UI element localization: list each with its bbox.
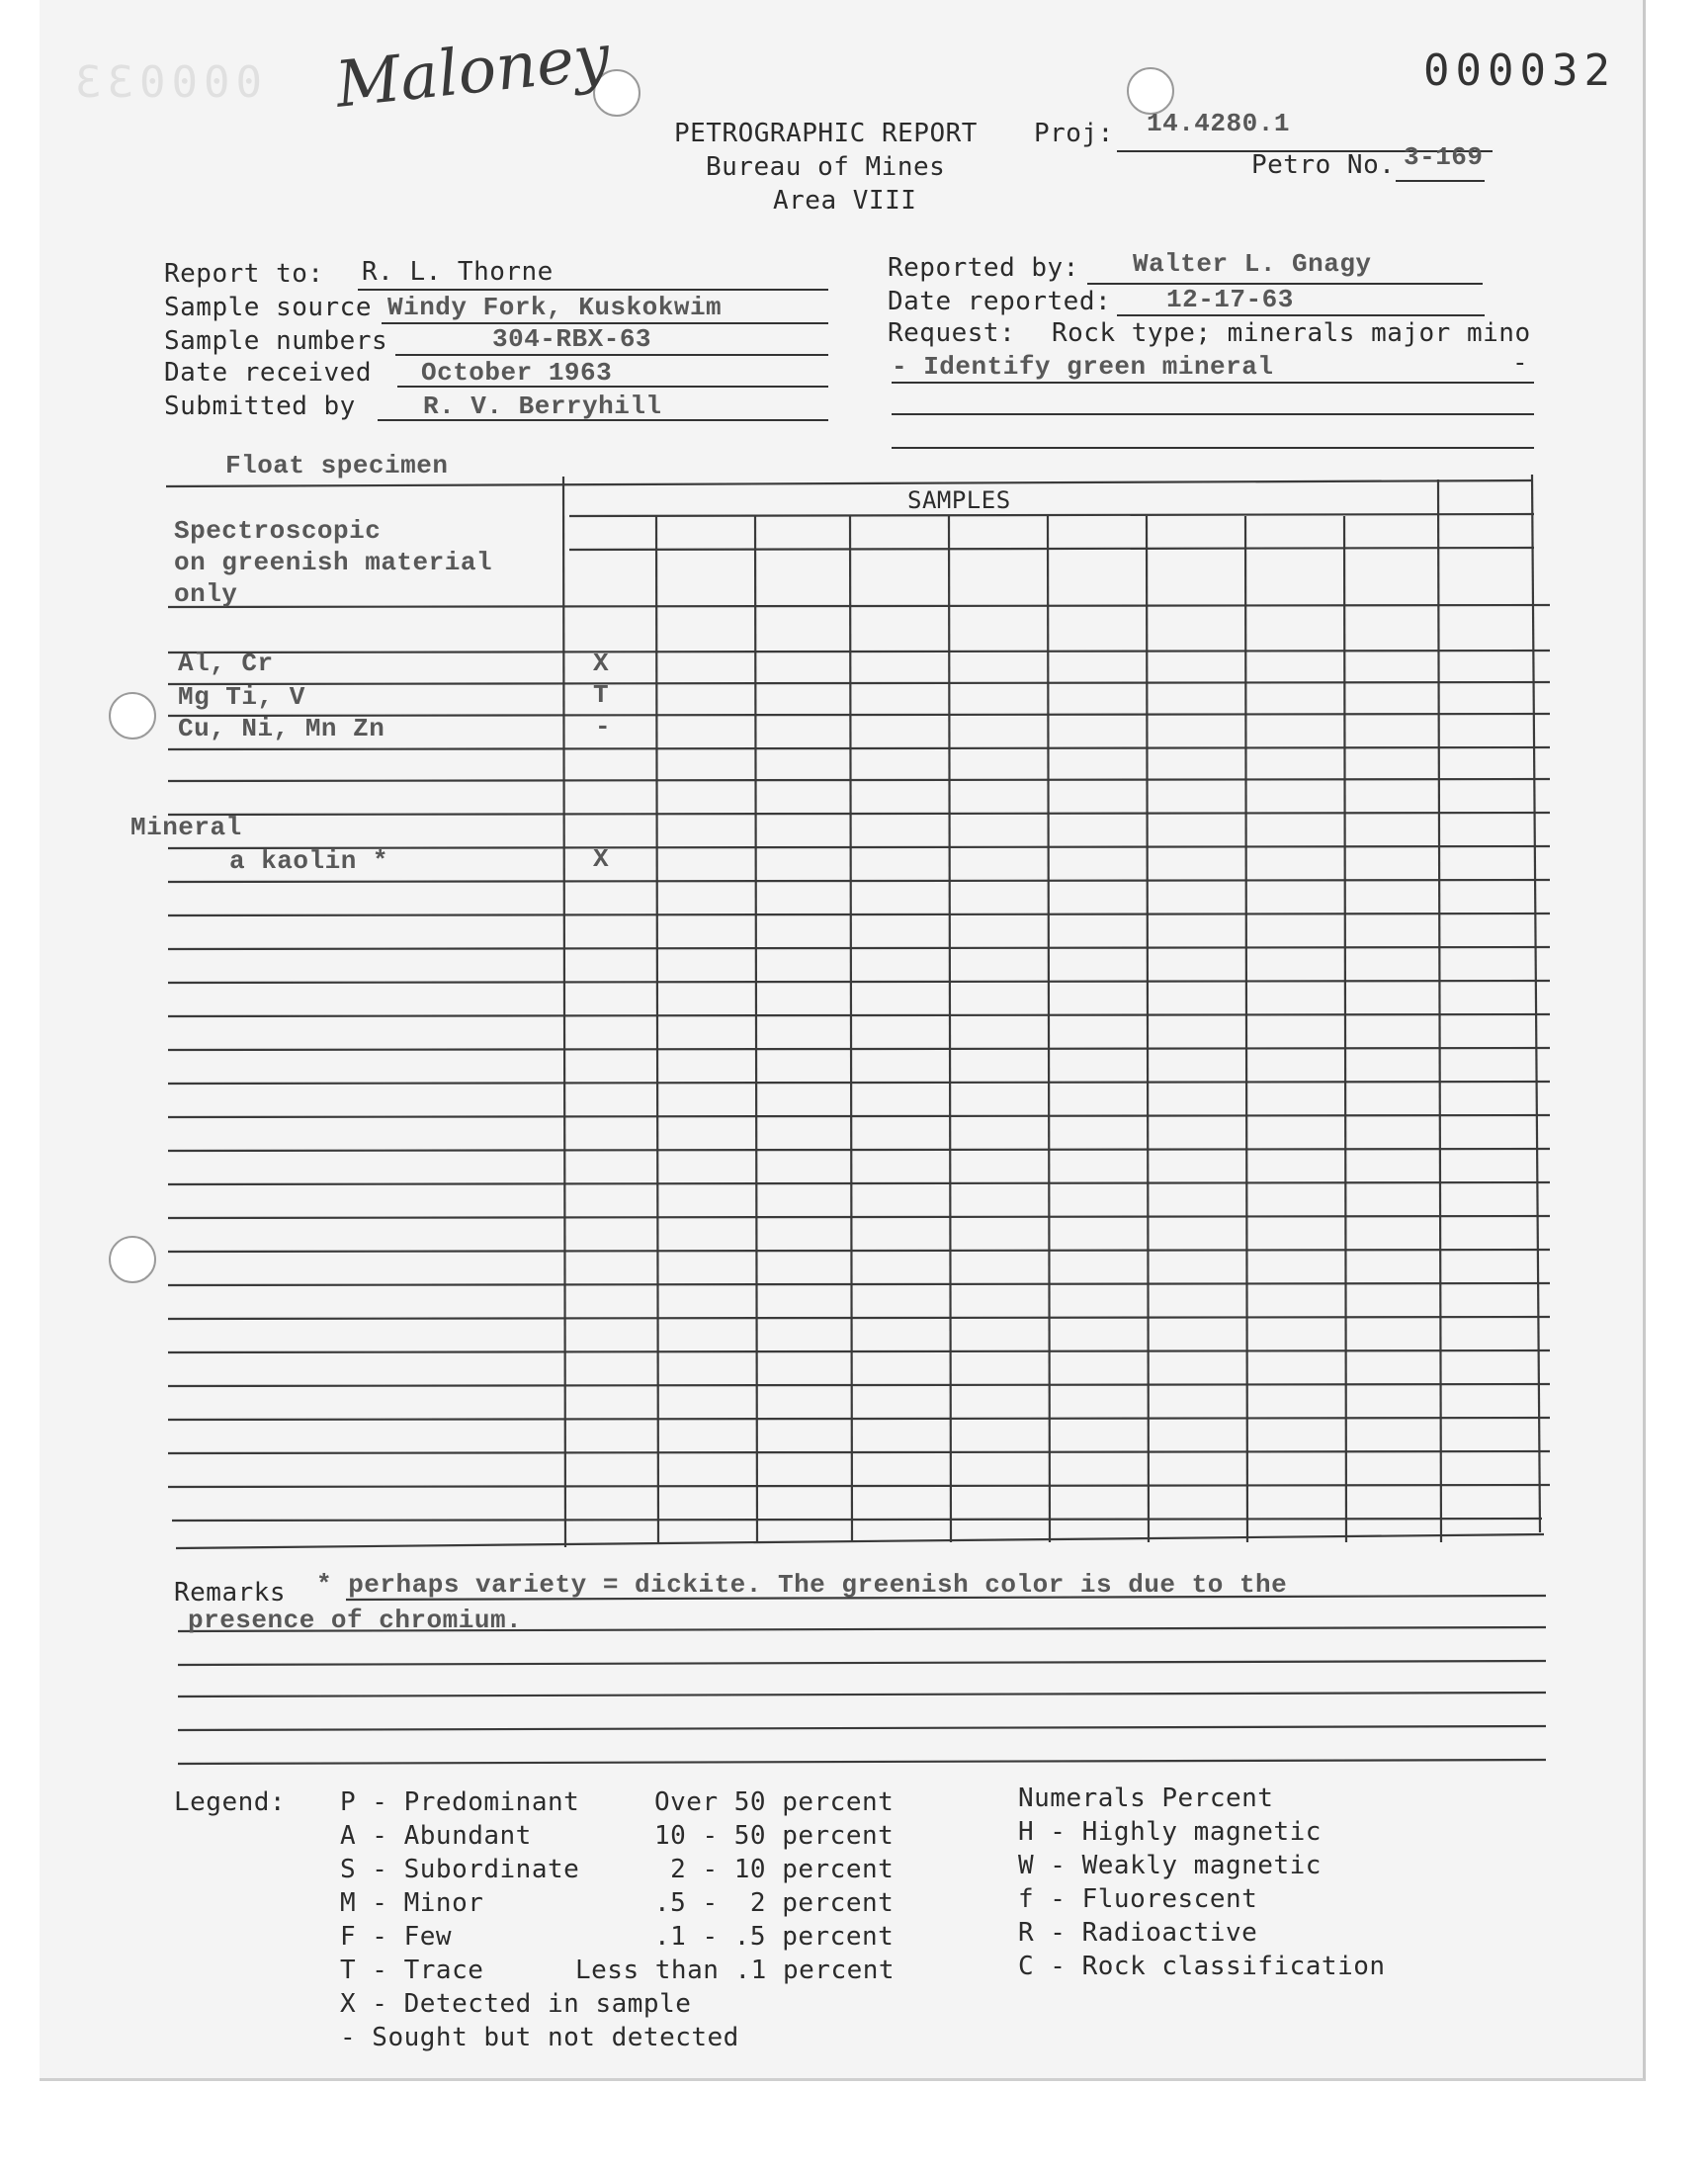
spectro-label-line2: on greenish material [174, 548, 493, 577]
legend-flag: f - Fluorescent [1018, 1884, 1258, 1914]
request-label: Request: [888, 318, 1016, 348]
proj-label: Proj: [1034, 119, 1114, 148]
element-row-label: Al, Cr [178, 649, 274, 678]
document-number: 000032 [1423, 45, 1616, 96]
request-dash: - [1512, 348, 1529, 378]
request-value: Rock type; minerals major mino [1052, 318, 1531, 348]
report-to-value: R. L. Thorne [362, 257, 554, 287]
legend-range: .1 - .5 percent [654, 1922, 895, 1952]
element-row-mark: X [593, 649, 610, 678]
legend-range: Over 50 percent [654, 1787, 895, 1817]
date-received-label: Date received [164, 358, 372, 388]
element-row-label: Mg Ti, V [178, 682, 305, 712]
legend-flag: W - Weakly magnetic [1018, 1851, 1322, 1880]
report-sheet [40, 0, 1646, 2081]
bureau-name: Bureau of Mines [706, 152, 946, 182]
proj-value: 14.4280.1 [1147, 109, 1290, 138]
date-reported-label: Date reported: [888, 287, 1112, 316]
reported-by-value: Walter L. Gnagy [1133, 249, 1372, 279]
submitted-by-label: Submitted by [164, 392, 356, 421]
legend-label: Legend: [174, 1787, 287, 1817]
petro-no-label: Petro No. [1251, 150, 1396, 180]
spectro-label-line1: Spectroscopic [174, 516, 382, 546]
mineral-row-label: a kaolin * [229, 846, 389, 876]
legend-code: - Sought but not detected [340, 2023, 739, 2052]
sample-source-label: Sample source [164, 293, 372, 322]
legend-code: P - Predominant [340, 1787, 580, 1817]
sample-numbers-value: 304-RBX-63 [492, 324, 652, 354]
legend-flag: R - Radioactive [1018, 1918, 1258, 1948]
legend-code: M - Minor [340, 1888, 484, 1918]
element-row-mark: T [593, 680, 610, 710]
remarks-label: Remarks [174, 1578, 287, 1608]
mineral-heading: Mineral [130, 813, 242, 842]
samples-header: SAMPLES [907, 486, 1011, 514]
legend-flag: C - Rock classification [1018, 1952, 1386, 1981]
legend-code: F - Few [340, 1922, 453, 1952]
legend-flag: H - Highly magnetic [1018, 1817, 1322, 1847]
date-reported-value: 12-17-63 [1166, 285, 1294, 314]
petro-no-value: 3-169 [1404, 142, 1484, 172]
element-row-label: Cu, Ni, Mn Zn [178, 714, 385, 743]
mineral-row-mark: X [593, 844, 610, 874]
remarks-line2: presence of chromium. [188, 1606, 523, 1635]
float-specimen-note: Float specimen [225, 451, 449, 480]
legend-range: .5 - 2 percent [654, 1888, 895, 1918]
element-row-mark: - [595, 712, 612, 741]
date-received-value: October 1963 [421, 358, 613, 388]
legend-code: S - Subordinate [340, 1855, 580, 1884]
legend-range: Less than .1 percent [575, 1956, 896, 1985]
legend-range: 2 - 10 percent [654, 1855, 895, 1884]
reported-by-label: Reported by: [888, 253, 1079, 283]
report-title: PETROGRAPHIC REPORT [674, 119, 978, 148]
sample-source-value: Windy Fork, Kuskokwim [387, 293, 723, 322]
legend-code: A - Abundant [340, 1821, 532, 1851]
submitted-by-value: R. V. Berryhill [423, 392, 662, 421]
sample-numbers-label: Sample numbers [164, 326, 388, 356]
remarks-line1: * perhaps variety = dickite. The greenish color is due to the [316, 1570, 1288, 1600]
request-extra: - Identify green mineral [892, 352, 1274, 382]
legend-code: T - Trace [340, 1956, 484, 1985]
bleed-through-number: 000033 [69, 57, 262, 108]
handwritten-name: Maloney [332, 21, 614, 123]
spectro-label-line3: only [174, 579, 238, 609]
numerals-heading: Numerals Percent [1018, 1784, 1274, 1813]
legend-range: 10 - 50 percent [654, 1821, 895, 1851]
report-to-label: Report to: [164, 259, 324, 289]
area-name: Area VIII [773, 186, 917, 216]
legend-code: X - Detected in sample [340, 1989, 692, 2019]
